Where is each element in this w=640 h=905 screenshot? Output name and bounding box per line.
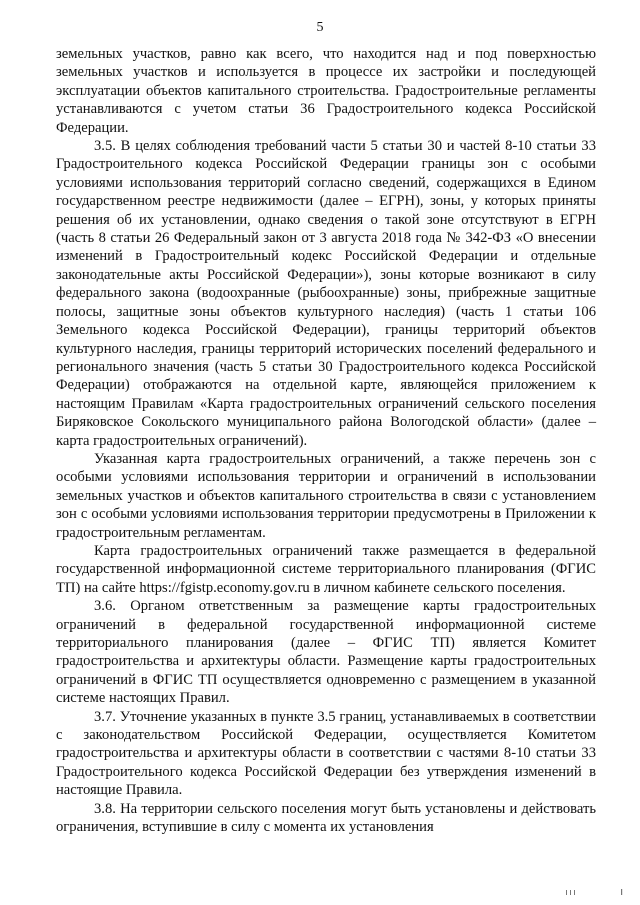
paragraph-continuation: земельных участков, равно как всего, что находится над и под поверхностью земельных участков и используется в процессе их застройки и последующей эксплуатации объектов капитального строительства. Градостроительные регламенты устанавливаются с учетом статьи 36 Градостроительного кодекса Российской Федерации.: [56, 46, 596, 136]
paragraph-3-8: 3.8. На территории сельского поселения могут быть установлены и действовать ограничения, вступившие в силу с момента их установления: [56, 800, 596, 836]
paragraph-map-placement: Карта градостроительных ограничений также размещается в федеральной государственной информационной системе территориального планирования (ФГИС ТП) на сайте https://fgistp.economy.gov.ru в личном кабинете сельского поселения.: [56, 542, 596, 596]
paragraph-3-7: 3.7. Уточнение указанных в пункте 3.5 границ, устанавливаемых в соответствии с законодательством Российской Федерации, осуществляется Комитетом градостроительства и архитектуры области в соответствии с частями 8-10 статьи 33 Градостроительного кодекса Российской Федерации без утверждения изменений в настоящие Правила.: [56, 708, 596, 799]
scan-artifact-icon: [566, 888, 626, 896]
paragraph-3-6: 3.6. Органом ответственным за размещение карты градостроительных ограничений в федеральной государственной информационной системе территориального планирования (далее – ФГИС ТП) является Комитет градостроительства и архитектуры области. Размещение карты градостроительных ограничений в ФГИС ТП осуществляется одновременно с размещением в указанной системе настоящих Правил.: [56, 598, 596, 707]
page-number: 5: [316, 20, 324, 35]
document-body: [56, 45, 596, 836]
scan-artifact-marks: [566, 888, 626, 899]
paragraph-map-description: Указанная карта градостроительных ограничений, а также перечень зон с особыми условиями использования территории и ограничений в использовании земельных участков и объектов капитального строительства в связи с установлением зон с особыми условиями использования территории предусмотрены в Приложении к градостроительным регламентам.: [56, 450, 596, 541]
paragraph-3-5: 3.5. В целях соблюдения требований части 5 статьи 30 и частей 8-10 статьи 33 Градостроительного кодекса Российской Федерации границы зон с особыми условиями использования территорий согласно сведений, содержащихся в Едином государственном реестре недвижимости (далее – ЕГРН), зоны, у которых приняты решения об их установлении, однако сведения о такой зоне отсутствуют в ЕГРН (часть 8 статьи 26 Федеральный закон от 3 августа 2018 года № 342-ФЗ «О внесении изменений в Градостроительный кодекс Российской Федерации и отдельные законодательные акты Российской Федерации»), зоны которые возникают в силу федерального закона (водоохранные (рыбоохранные) зоны, прибрежные защитные полосы, защитные зоны объектов культурного наследия) (часть 1 статьи 106 Земельного кодекса Российской Федерации), границы территорий объектов культурного наследия, границы территорий исторических поселений федерального и регионального значения (часть 5 статьи 30 Градостроительного кодекса Российской Федерации) отображаются на отдельной карте, являющейся приложением к настоящим Правилам «Карта градостроительных ограничений сельского поселения Биряковское Сокольского муниципального района Вологодской области» (далее – карта градостроительных ограничений).: [56, 138, 596, 449]
